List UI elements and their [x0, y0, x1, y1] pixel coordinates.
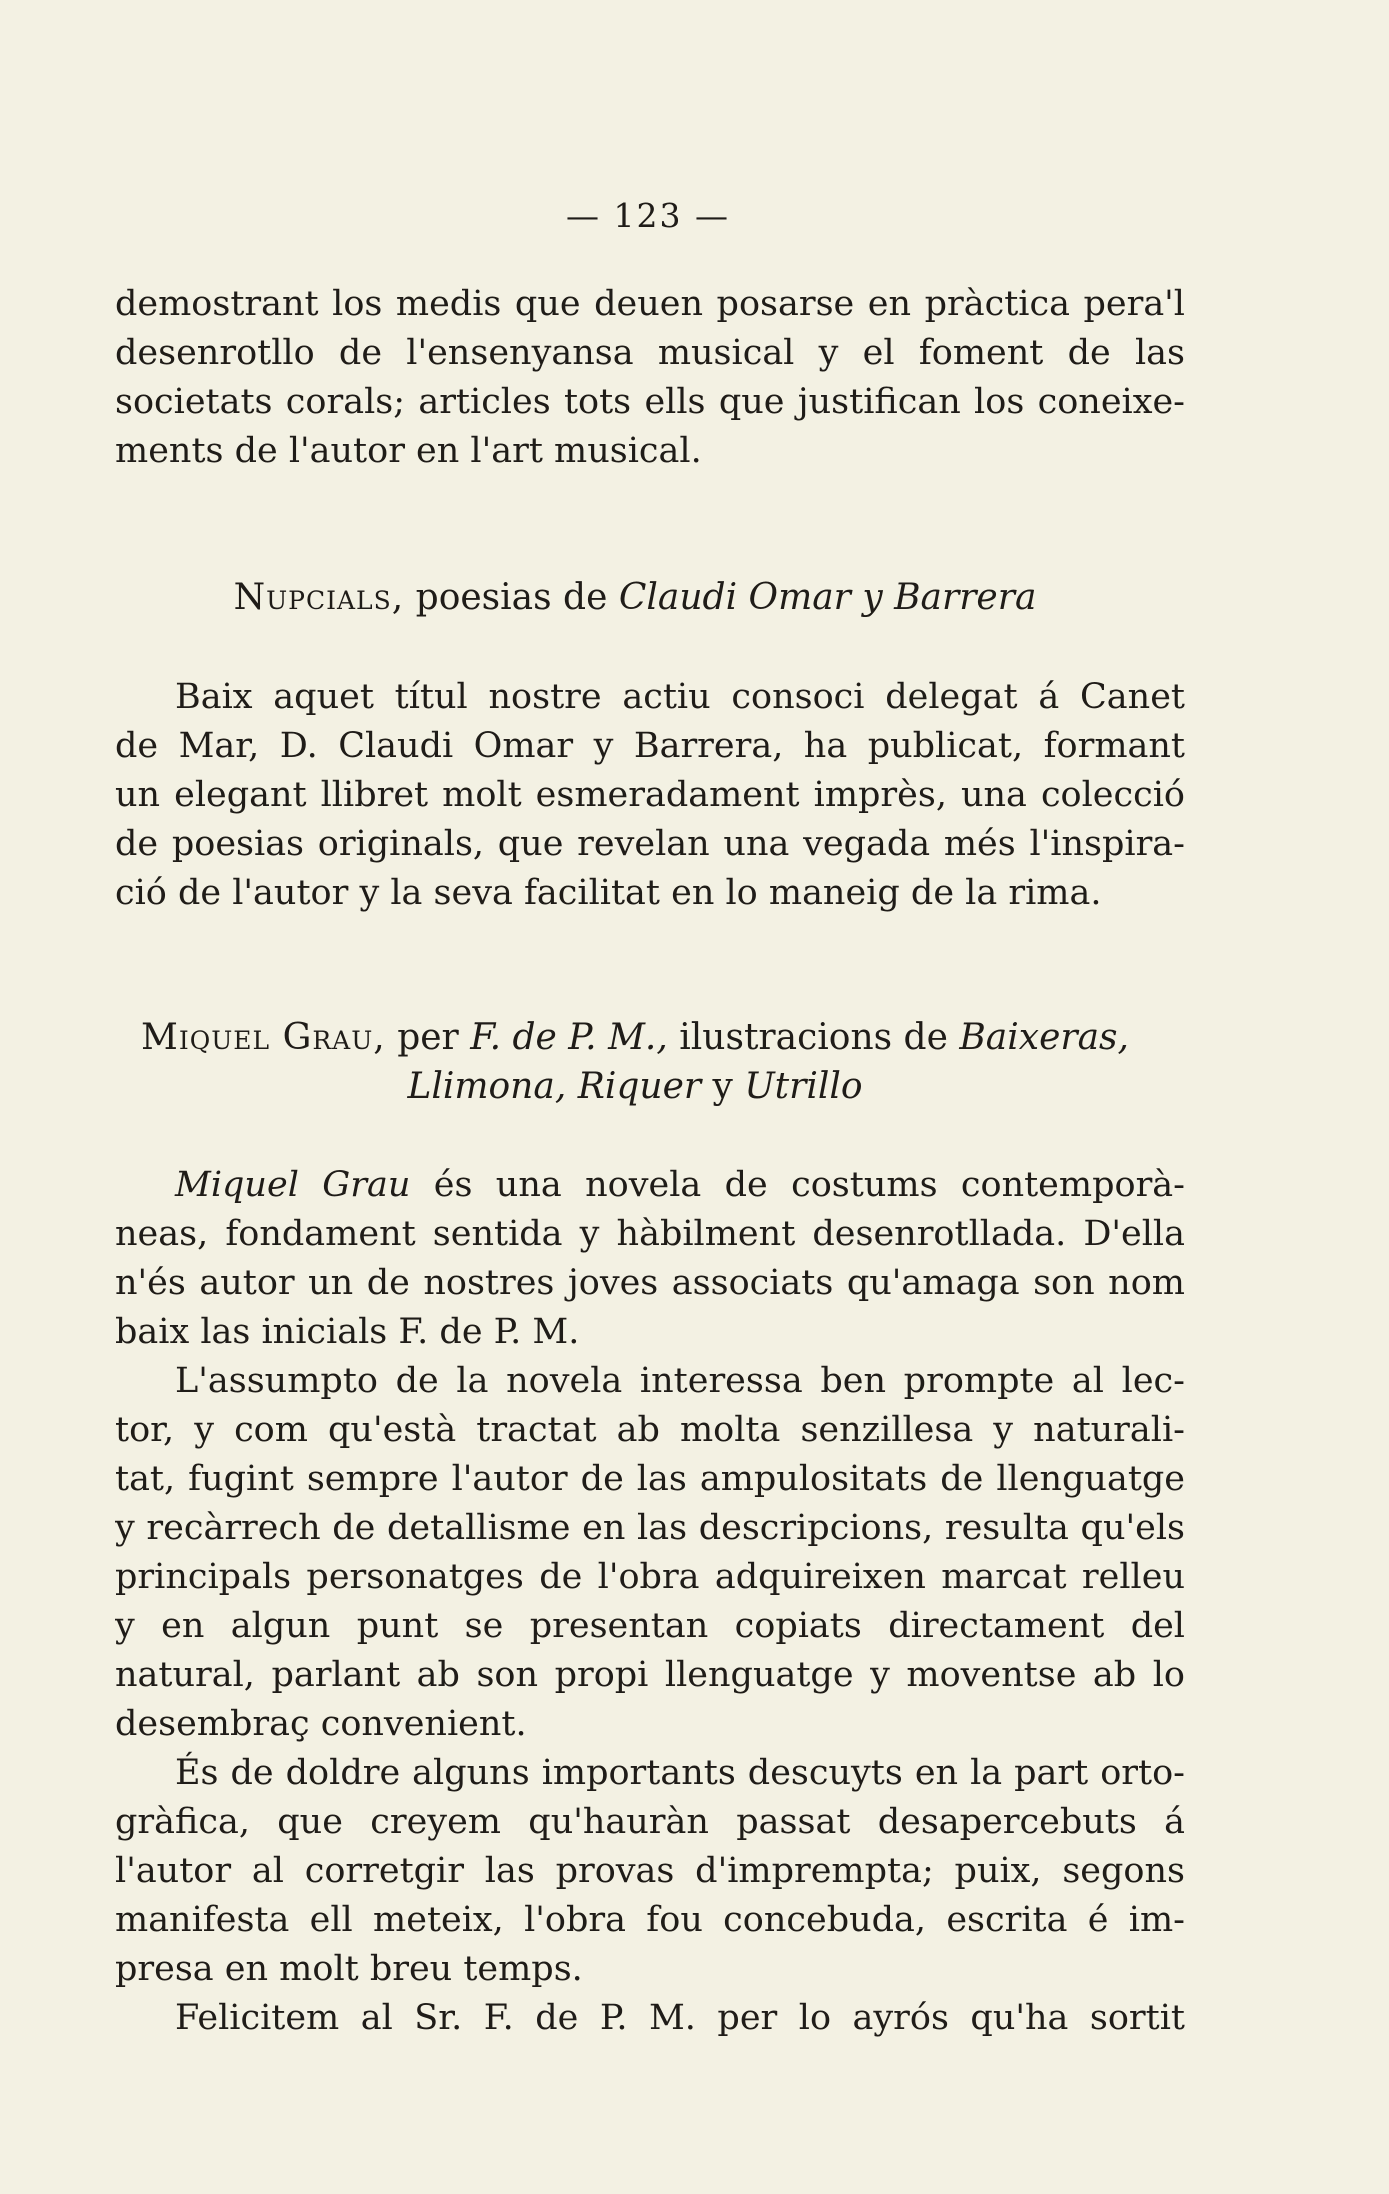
paragraph-3: [115, 1161, 1185, 1357]
heading-text: poesias de: [404, 577, 619, 618]
text-line: y en algun punt se presentan copiats directament del: [115, 1606, 1185, 1646]
text-span: és una novela de costums contemporà-: [410, 1165, 1185, 1205]
text-line: ments de l'autor en l'art musical.: [115, 431, 702, 471]
text-line: L'assumpto de la novela interessa ben prompte al lec-: [175, 1361, 1185, 1401]
heading-line: [100, 1062, 1170, 1111]
text-line: desembraç convenient.: [115, 1704, 527, 1744]
text-line: baix las inicials F. de P. M.: [115, 1312, 580, 1352]
text-line: principals personatges de l'obra adquireixen marcat relleu: [115, 1557, 1185, 1597]
text-line: Baix aquet títul nostre actiu consoci delegat á Canet: [175, 677, 1185, 717]
text-line: És de doldre alguns importants descuyts en la part orto-: [175, 1753, 1185, 1793]
paragraph-1: [115, 280, 1185, 476]
heading-line: [100, 1013, 1170, 1062]
page-number: — 123 —: [566, 196, 730, 235]
text-line: natural, parlant ab son propi llenguatge y moventse ab lo: [115, 1655, 1185, 1695]
heading-illustrator: Utrillo: [744, 1066, 863, 1107]
text-line: de Mar, D. Claudi Omar y Barrera, ha publicat, formant: [115, 726, 1185, 766]
paragraph-4: [115, 1357, 1185, 1749]
text-line: [115, 1161, 1185, 1210]
text-line: ció de l'autor y la seva facilitat en lo maneig de la rima.: [115, 873, 1102, 913]
text-line: demostrant los medis que deuen posarse en pràctica pera'l: [115, 284, 1185, 324]
italic-title: Miquel Grau: [175, 1165, 411, 1205]
text-line: manifesta ell meteix, l'obra fou concebuda, escrita é im-: [115, 1900, 1185, 1940]
text-line: Felicitem al Sr. F. de P. M. per lo ayrós qu'ha sortit: [175, 1998, 1185, 2038]
heading-title: Nupcials,: [233, 577, 405, 618]
heading-text: ilustracions de: [667, 1017, 960, 1058]
text-line: tor, y com qu'està tractat ab molta senzillesa y naturali-: [115, 1410, 1185, 1450]
heading-illustrator: Baixeras,: [959, 1017, 1129, 1058]
text-line: neas, fondament sentida y hàbilment desenrotllada. D'ella: [115, 1214, 1185, 1254]
text-line: n'és autor un de nostres joves associats qu'amaga son nom: [115, 1263, 1185, 1303]
heading-nupcials: [100, 573, 1170, 622]
heading-text: per: [385, 1017, 471, 1058]
text-line: l'autor al corretgir las provas d'imprempta; puix, segons: [115, 1851, 1185, 1891]
text-line: desenrotllo de l'ensenyansa musical y el foment de las: [115, 333, 1185, 373]
text-line: y recàrrech de detallisme en las descripcions, resulta qu'els: [115, 1508, 1185, 1548]
heading-title: Miquel Grau,: [141, 1017, 386, 1058]
text-line: tat, fugint sempre l'autor de las ampulositats de llenguatge: [115, 1459, 1185, 1499]
text-line: gràfica, que creyem qu'hauràn passat desapercebuts á: [115, 1802, 1185, 1842]
text-line: presa en molt breu temps.: [115, 1949, 583, 1989]
heading-text: y: [701, 1066, 745, 1107]
paragraph-2: [115, 673, 1185, 918]
heading-illustrator: Llimona, Riquer: [407, 1066, 702, 1107]
text-line: de poesias originals, que revelan una vegada més l'inspira-: [115, 824, 1185, 864]
heading-author: F. de P. M.,: [470, 1017, 668, 1058]
text-line: un elegant llibret molt esmeradament imprès, una colecció: [115, 775, 1185, 815]
text-line: societats corals; articles tots ells que justifican los coneixe-: [115, 382, 1185, 422]
heading-author: Claudi Omar y Barrera: [618, 577, 1037, 618]
heading-miquel-grau: [100, 1013, 1170, 1111]
paragraph-5: [115, 1749, 1185, 2043]
